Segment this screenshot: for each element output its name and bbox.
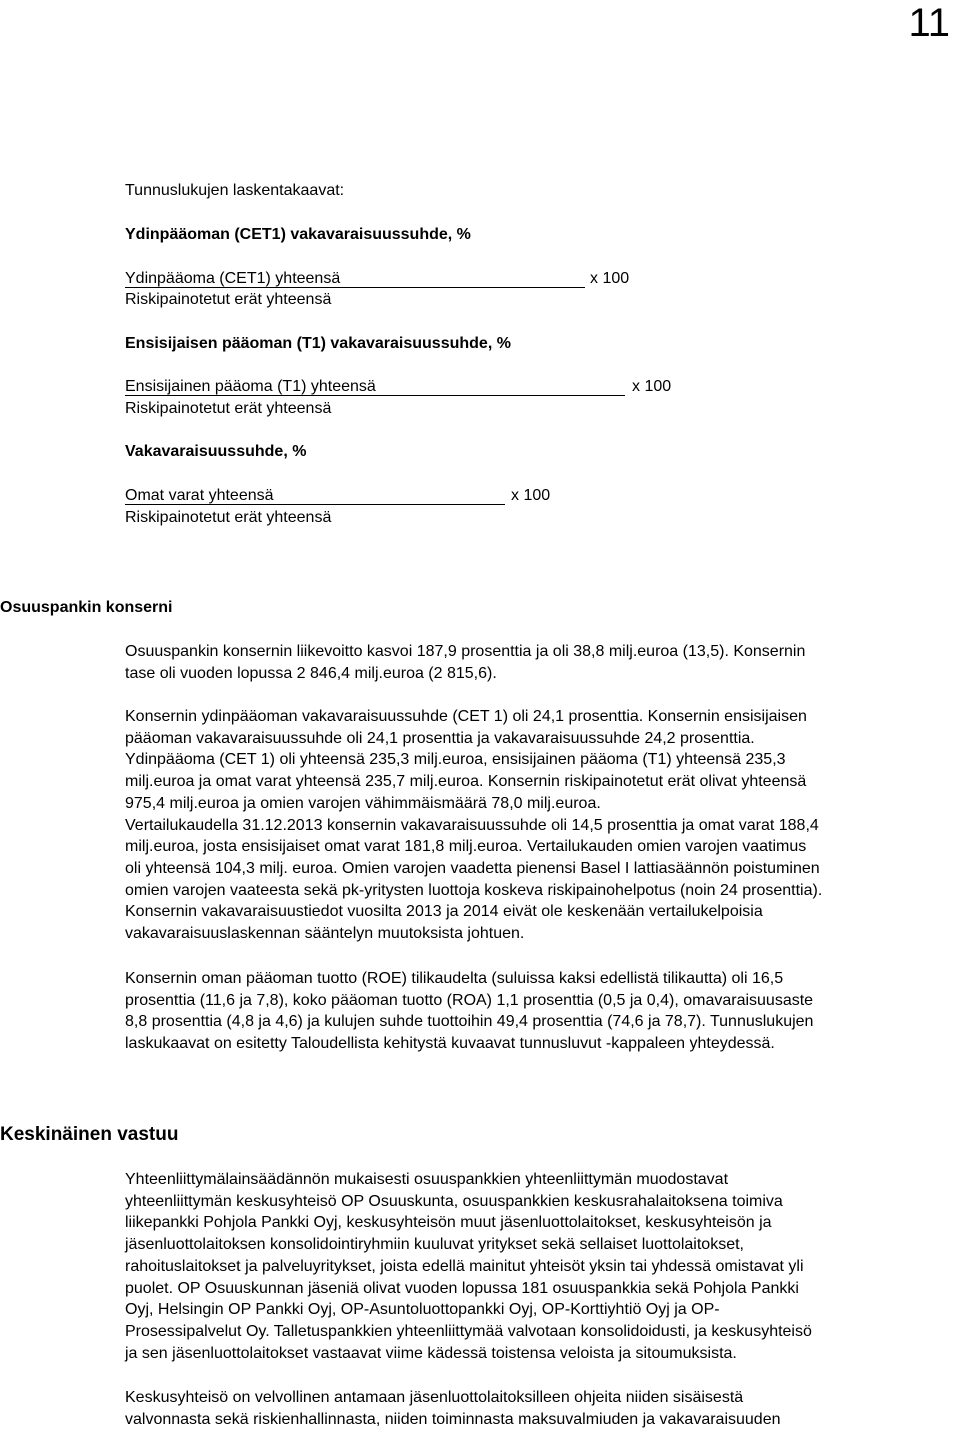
section-heading-osuuspankin-konserni: Osuuspankin konserni (0, 599, 173, 616)
text-line: milj.euroa ja omat varat yhteensä 235,7 milj.euroa. Konsernin riskipainotetut erät olivat yhteensä (125, 773, 807, 791)
formula-multiplier-t1: x 100 (632, 378, 672, 395)
formula-numerator-total: Omat varat yhteensä (125, 487, 274, 504)
section1-paragraph-1 (125, 641, 955, 684)
text-line: prosenttia (11,6 ja 7,8), koko pääoman tuotto (ROA) 1,1 prosenttia (0,5 ja 0,4), omavaraisuusaste (125, 991, 814, 1009)
text-line: puolet. OP Osuuskunnan jäseniä olivat vuoden lopussa 181 osuuspankkia sekä Pohjola Pankki (125, 1279, 799, 1297)
formula-heading-total: Vakavaraisuussuhde, % (125, 443, 307, 460)
numerator-text: Ydinpääoma (CET1) yhteensä (125, 270, 341, 287)
text-line: liikepankki Pohjola Pankki Oyj, keskusyhteisön muut jäsenluottolaitokset, keskusyhteisön ja (125, 1214, 772, 1232)
text-line: Konsernin vakavaraisuustiedot vuosilta 2013 ja 2014 eivät ole keskenään vertailukelpoisia (125, 903, 763, 921)
text-line: Osuuspankin konsernin liikevoitto kasvoi 187,9 prosenttia ja oli 38,8 milj.euroa (13,5). Konsernin (125, 643, 806, 660)
formula-denominator-total: Riskipainotetut erät yhteensä (125, 509, 332, 526)
formula-denominator-t1: Riskipainotetut erät yhteensä (125, 400, 332, 417)
formula-multiplier-total: x 100 (511, 487, 551, 504)
section2-paragraph-2 (125, 1387, 955, 1430)
text-line: omien varojen vaateesta sekä pk-yritysten luottoja koskeva riskipainohelpotus (noin 24 prosenttia). (125, 881, 823, 899)
formulas-title: Tunnuslukujen laskentakaavat: (125, 182, 345, 199)
text-line: Keskusyhteisö on velvollinen antamaan jäsenluottolaitoksilleen ohjeita niiden sisäisestä (125, 1389, 744, 1406)
fraction-line-total (125, 504, 505, 505)
text-line: tase oli vuoden lopussa 2 846,4 milj.euroa (2 815,6). (125, 664, 497, 682)
formula-numerator-t1: Ensisijainen pääoma (T1) yhteensä (125, 378, 376, 395)
text-line: ja sen jäsenluottolaitokset vastaavat viime kädessä toistensa veloista ja sitoumuksista. (125, 1344, 737, 1362)
text-line: yhteenliittymän keskusyhteisö OP Osuuskunta, osuuspankkien keskusrahalaitoksena toimiva (125, 1192, 783, 1210)
text-line: pääoman vakavaraisuussuhde oli 24,1 prosenttia ja vakavaraisuussuhde 24,2 prosenttia. (125, 729, 755, 747)
formula-multiplier-cet1: x 100 (590, 270, 630, 287)
text-line: 975,4 milj.euroa ja omien varojen vähimmäismäärä 78,0 milj.euroa. (125, 794, 601, 812)
text-line: 8,8 prosenttia (4,8 ja 4,6) ja kulujen suhde tuottoihin 49,4 prosenttia (74,6 ja 78,7). Tunnuslukujen (125, 1013, 814, 1031)
text-line: Konsernin oman pääoman tuotto (ROE) tilikaudelta (suluissa kaksi edellistä tilikautta) oli 16,5 (125, 970, 784, 987)
text-line: oli yhteensä 104,3 milj. euroa. Omien varojen vaadetta pienensi Basel I lattiasäännön poistuminen (125, 859, 820, 877)
text-line: valvonnasta sekä riskienhallinnasta, niiden toiminnasta maksuvalmiuden ja vakavaraisuuden (125, 1410, 781, 1428)
text-line: laskukaavat on esitetty Taloudellista kehitystä kuvaavat tunnusluvut -kappaleen yhteydessä. (125, 1035, 775, 1053)
section1-paragraph-3 (125, 968, 955, 1055)
text-line: Oyj, Helsingin OP Pankki Oyj, OP-Asuntoluottopankki Oyj, OP-Korttiyhtiö Oyj ja OP- (125, 1301, 720, 1319)
text-line: vakavaraisuuslaskennan sääntelyn muutoksista johtuen. (125, 925, 525, 943)
page-number: 11 (908, 1, 950, 45)
formula-heading-cet1: Ydinpääoman (CET1) vakavaraisuussuhde, % (125, 226, 471, 243)
text-line: milj.euroa, josta ensisijaiset omat varat 181,8 milj.euroa. Vertailukauden omien varojen vaatimus (125, 838, 807, 856)
section2-paragraph-1 (125, 1169, 955, 1364)
formula-denominator-cet1: Riskipainotetut erät yhteensä (125, 291, 332, 308)
text-line: Yhteenliittymälainsäädännön mukaisesti osuuspankkien yhteenliittymän muodostavat (125, 1171, 729, 1188)
fraction-line-cet1 (125, 287, 585, 288)
text-line: Prosessipalvelut Oy. Talletuspankkien yhteenliittymää valvotaan konsolidoidusti, ja keskusyhteisö (125, 1322, 812, 1340)
section1-paragraph-2 (125, 706, 955, 945)
formula-heading-t1: Ensisijaisen pääoman (T1) vakavaraisuussuhde, % (125, 335, 511, 352)
text-line: jäsenluottolaitoksen konsolidointiryhmiin kuuluvat yritykset sekä sellaiset luottolaitokset, (125, 1236, 744, 1254)
text-line: Vertailukaudella 31.12.2013 konsernin vakavaraisuussuhde oli 14,5 prosenttia ja omat varat 188,4 (125, 816, 819, 834)
fraction-line-t1 (125, 395, 625, 396)
text-line: rahoituslaitokset ja palveluyritykset, joista edellä mainitut yhteisöt yksin tai yhdessä omistavat yli (125, 1257, 804, 1275)
section-heading-keskinainen-vastuu: Keskinäinen vastuu (0, 1124, 179, 1145)
text-line: Ydinpääoma (CET 1) oli yhteensä 235,3 milj.euroa, ensisijainen pääoma (T1) yhteensä 235,3 (125, 751, 786, 769)
text-line: Konsernin ydinpääoman vakavaraisuussuhde (CET 1) oli 24,1 prosenttia. Konsernin ensisijaisen (125, 708, 807, 725)
